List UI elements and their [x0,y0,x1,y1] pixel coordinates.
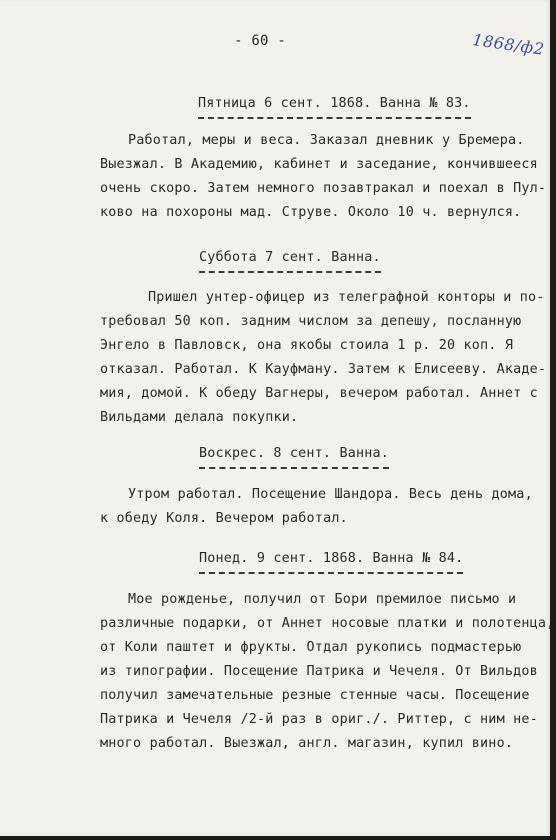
paragraph-line: очень скоро. Затем немного позавтракал и поехал в Пул- [100,181,547,196]
entry-heading-text: Суббота 7 сент. Ванна. [199,250,381,273]
paragraph-line: много работал. Выезжал, англ. магазин, купил вино. [100,736,514,751]
paragraph-line: Выезжал. В Академию, кабинет и заседание, кончившееся [100,157,538,172]
paragraph-line: различные подарки, от Аннет носовые платки и полотенца, [100,616,555,631]
entry-paragraph [128,588,556,612]
entry-paragraph [128,129,556,153]
paragraph-line: от Коли паштет и фрукты. Отдал рукопись подмастерью [100,640,522,655]
paragraph-line: Утром работал. Посещение Шандора. Весь день дома, [128,487,533,502]
paragraph-line: Мое рожденье, получил от Бори премилое письмо и [128,592,517,607]
paragraph-line: Патрика и Чечеля /2-й раз в ориг./. Риттер, с ним не- [100,712,538,727]
paragraph-line: получил замечательные резные стенные часы. Посещение [100,688,530,703]
paragraph-line: мия, домой. К обеду Вагнеры, вечером работал. Аннет с [100,386,538,401]
entry-paragraph [148,286,556,310]
entry-paragraph-continued [100,507,540,531]
entry-paragraph [128,483,556,507]
entry-heading-text: Воскрес. 8 сент. Ванна. [199,446,389,469]
paragraph-line: Работал, меры и веса. Заказал дневник у Бремера. [128,133,525,148]
entry-heading-text: Понед. 9 сент. 1868. Ванна № 84. [199,551,463,574]
handwritten-reference-note: 1868/ф2 [471,30,546,59]
entry-paragraph-continued [100,310,547,430]
paragraph-line: Пришел унтер-офицер из телеграфной конторы и по- [148,290,545,305]
paragraph-line: из типографии. Посещение Патрика и Чечеля. От Вильдов [100,664,538,679]
entry-paragraph-continued [100,153,547,225]
paragraph-line: отказал. Работал. К Кауфману. Затем к Елисееву. Акаде- [100,362,547,377]
paragraph-line: Энгело в Павловск, она якобы стоила 1 р. 20 коп. Я [100,338,514,353]
paragraph-line: требовал 50 коп. задним числом за депешу, посланную [100,314,522,329]
entry-heading-text: Пятница 6 сент. 1868. Ванна № 83. [198,96,471,119]
entry-paragraph-continued [100,612,555,756]
paragraph-line: Вильдами делала покупки. [100,410,299,425]
paragraph-line: ково на похороны мад. Струве. Около 10 ч. вернулся. [100,205,522,220]
paragraph-line: к обеду Коля. Вечером работал. [100,511,348,526]
page-number: - 60 - [234,33,286,49]
